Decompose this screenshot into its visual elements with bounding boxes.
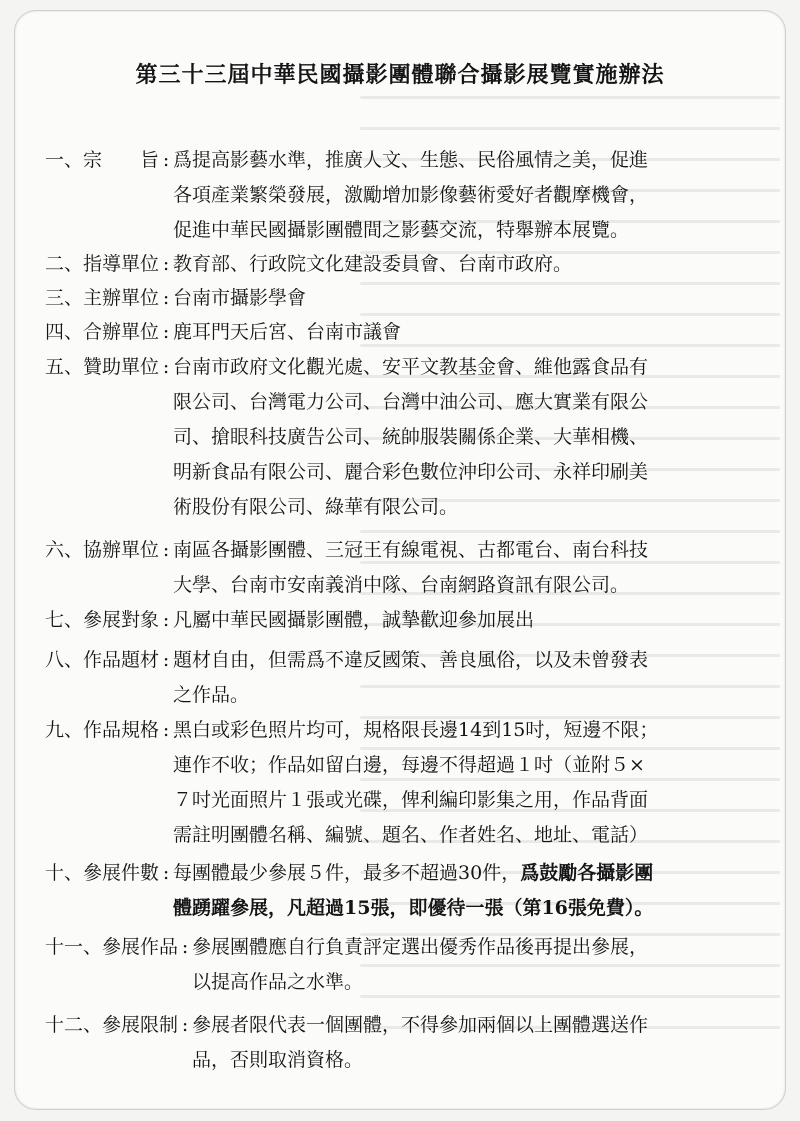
item-text-line: 司、搶眼科技廣告公司、統帥服裝關係企業、大華相機、 xyxy=(173,426,649,448)
document-title: 第三十三屆中華民國攝影團體聯合攝影展覽實施辦法 xyxy=(135,62,665,88)
item-label: 三、主辦單位 xyxy=(45,287,160,309)
item-text-line: 參展者限代表一個團體，不得參加兩個以上團體選送作 xyxy=(192,1014,649,1036)
item-text-line: 促進中華民國攝影團體間之影藝交流，特舉辦本展覽。 xyxy=(173,219,630,241)
item-label: 十、參展件數 xyxy=(45,862,160,884)
item-label: 二、指導單位 xyxy=(45,253,160,275)
item-text-line: 以提高作品之水準。 xyxy=(192,971,364,993)
item-text-line: 各項產業繁榮發展，激勵增加影像藝術愛好者觀摩機會， xyxy=(173,184,649,206)
item-text-line: 南區各攝影團體、三冠王有線電視、古都電台、南台科技 xyxy=(173,539,649,561)
item-text-line: 術股份有限公司、綠華有限公司。 xyxy=(173,496,459,518)
item-restrictions: 十二、參展限制 : 參展者限代表一個團體，不得參加兩個以上團體選送作 品，否則取消資格。 xyxy=(45,1008,648,1078)
item-assisting-units: 六、協辦單位 : 南區各攝影團體、三冠王有線電視、古都電台、南台科技 大學、台南市安南義消中隊、台南網路資訊有限公司。 xyxy=(45,533,648,603)
item-text-line: 台南市政府文化觀光處、安平文教基金會、維他露食品有 xyxy=(173,356,649,378)
item-label: 五、贊助單位 xyxy=(45,356,160,378)
item-label: 九、作品規格 xyxy=(45,719,160,741)
item-text-line: 鹿耳門天后宮、台南市議會 xyxy=(173,321,402,343)
item-text-line: 題材自由，但需爲不違反國策、善良風俗，以及未曾發表 xyxy=(173,649,649,671)
item-text-line: 台南市攝影學會 xyxy=(173,287,307,309)
item-text-line: 參展團體應自行負責評定選出優秀作品後再提出參展， xyxy=(192,936,649,958)
item-label: 十一、參展作品 xyxy=(45,936,179,958)
item-label: 四、合辦單位 xyxy=(45,321,160,343)
item-co-organizer: 四、合辦單位 : 鹿耳門天后宮、台南市議會 xyxy=(45,315,401,350)
item-label: 六、協辦單位 xyxy=(45,539,160,561)
item-subject: 八、作品題材 : 題材自由，但需爲不違反國策、善良風俗，以及未曾發表 之作品。 xyxy=(45,643,648,713)
item-text-line: 連作不收；作品如留白邊，每邊不得超過１吋（並附５× xyxy=(173,754,645,776)
item-organizer: 三、主辦單位 : 台南市攝影學會 xyxy=(45,281,306,316)
item-text-line: 需註明團體名稱、編號、題名、作者姓名、地址、電話） xyxy=(173,824,649,846)
item-text-line: 品，否則取消資格。 xyxy=(192,1049,364,1071)
item-label: 八、作品題材 xyxy=(45,649,160,671)
item-submission: 十一、參展作品 : 參展團體應自行負責評定選出優秀作品後再提出參展， 以提高作品之水準。 xyxy=(45,930,648,1000)
item-label: 七、參展對象 xyxy=(45,609,160,631)
item-participants: 七、參展對象 : 凡屬中華民國攝影團體，誠摯歡迎參加展出 xyxy=(45,603,534,638)
item-purpose: 一、宗 旨 : 爲提高影藝水準，推廣人文、生態、民俗風情之美，促進 各項產業繁榮發展，激勵增加影像藝術愛好者觀摩機會， 促進中華民國攝影團體間之影藝交流，特舉辦本展覽。 xyxy=(45,143,648,248)
item-text-line: 爲提高影藝水準，推廣人文、生態、民俗風情之美，促進 xyxy=(173,149,649,171)
item-sponsors: 五、贊助單位 : 台南市政府文化觀光處、安平文教基金會、維他露食品有 限公司、台灣電力公司、台灣中油公司、應大實業有限公 司、搶眼科技廣告公司、統帥服裝關係企業、大華相機、 明新食品有限公司、麗合彩色數位沖印公司、永祥印刷美 術股份有限公司、綠華有限公司。 xyxy=(45,350,648,525)
item-label: 一、宗 旨 xyxy=(45,149,160,171)
item-text-line: 明新食品有限公司、麗合彩色數位沖印公司、永祥印刷美 xyxy=(173,461,649,483)
item-text-line: 限公司、台灣電力公司、台灣中油公司、應大實業有限公 xyxy=(173,391,649,413)
item-label: 十二、參展限制 xyxy=(45,1014,179,1036)
item-text-line: 教育部、行政院文化建設委員會、台南市政府。 xyxy=(173,253,573,275)
highlighted-text: 體踴躍參展，凡超過15張，即優待一張（第16張免費）。 xyxy=(173,897,654,919)
item-text-line: 大學、台南市安南義消中隊、台南網路資訊有限公司。 xyxy=(173,574,630,596)
item-text-line: 之作品。 xyxy=(173,684,250,706)
item-text-line: 凡屬中華民國攝影團體，誠摯歡迎參加展出 xyxy=(173,609,535,631)
item-text-line: 黑白或彩色照片均可，規格限長邊14到15吋，短邊不限； xyxy=(173,719,659,741)
item-specifications: 九、作品規格 : 黑白或彩色照片均可，規格限長邊14到15吋，短邊不限； 連作不收；作品如留白邊，每邊不得超過１吋（並附５× ７吋光面照片１張或光碟，俾利編印影集之用，作品背面 需註明團體名稱、編號、題名、作者姓名、地址、電話） xyxy=(45,713,658,853)
item-text-line: ７吋光面照片１張或光碟，俾利編印影集之用，作品背面 xyxy=(173,789,649,811)
highlighted-text: 爲鼓勵各攝影團 xyxy=(520,862,654,884)
item-guidance-unit: 二、指導單位 : 教育部、行政院文化建設委員會、台南市政府。 xyxy=(45,247,572,282)
item-quantity: 十、參展件數 : 每團體最少參展５件，最多不超過30件，爲鼓勵各攝影團 體踴躍參展，凡超過15張，即優待一張（第16張免費）。 xyxy=(45,856,653,926)
item-text-line: 每團體最少參展５件，最多不超過30件，爲鼓勵各攝影團 xyxy=(173,862,654,884)
